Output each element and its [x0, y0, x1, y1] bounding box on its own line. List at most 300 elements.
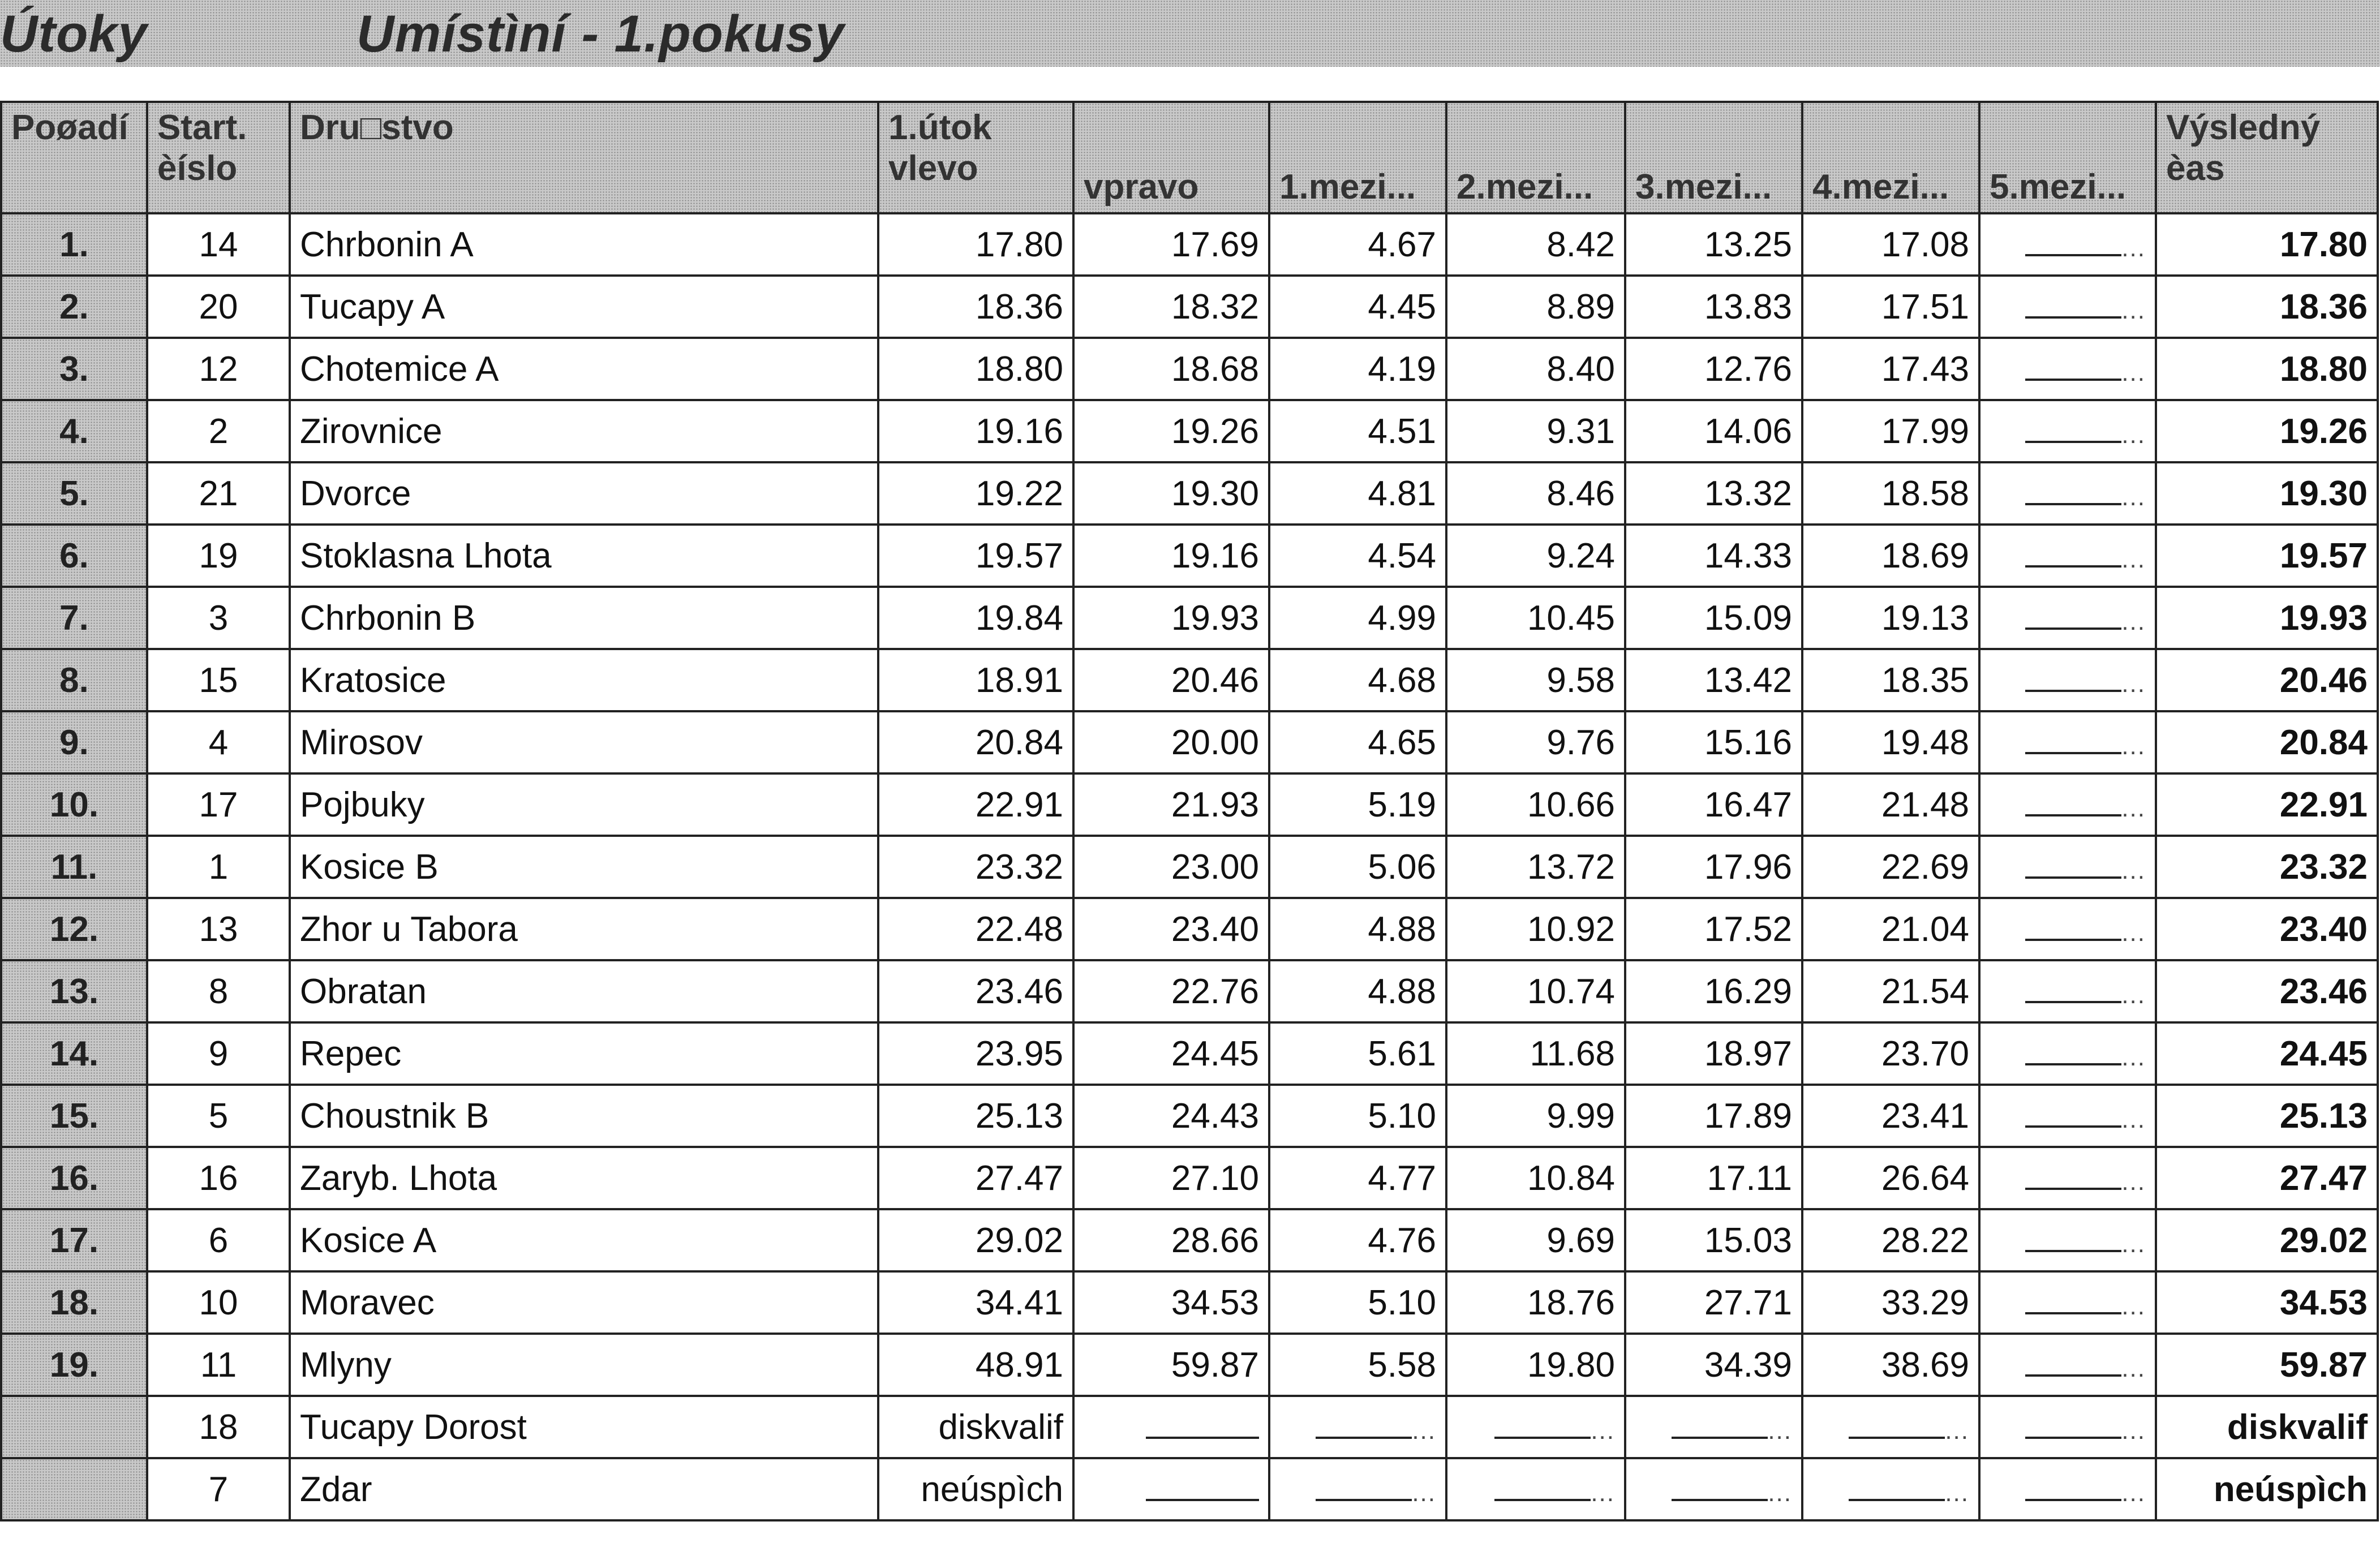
ellipsis: ...	[2121, 794, 2146, 822]
rank-cell: 16.	[1, 1147, 147, 1209]
split-2-cell: 10.84	[1446, 1147, 1625, 1209]
team-cell: Zirovnice	[290, 400, 878, 462]
blank-line	[1672, 1476, 1768, 1501]
table-row	[1, 525, 2378, 587]
blank-line	[1849, 1476, 1945, 1501]
split-4-cell: 18.35	[1802, 649, 1979, 711]
team-cell: Chrbonin A	[290, 213, 878, 276]
blank-line	[1849, 1414, 1945, 1439]
start-number-cell: 14	[147, 213, 290, 276]
ellipsis: ...	[1591, 1416, 1615, 1445]
attempt-left-cell: neúspìch	[878, 1458, 1073, 1520]
split-5-cell	[1979, 1396, 2156, 1458]
split-3-cell: 15.03	[1625, 1209, 1802, 1271]
final-time-cell: 27.47	[2156, 1147, 2378, 1209]
split-3-cell: 14.06	[1625, 400, 1802, 462]
team-cell: Tucapy A	[290, 276, 878, 338]
rank-cell: 9.	[1, 711, 147, 773]
split-3-cell: 13.42	[1625, 649, 1802, 711]
final-time-cell: 23.40	[2156, 898, 2378, 960]
attempt-right-cell: 24.45	[1073, 1022, 1269, 1085]
rank-cell: 7.	[1, 587, 147, 649]
blank-line	[2025, 1414, 2121, 1439]
attempt-right-cell: 28.66	[1073, 1209, 1269, 1271]
blank-line	[2025, 418, 2121, 443]
start-number-cell: 17	[147, 773, 290, 836]
table-row	[1, 711, 2378, 773]
blank-line	[1494, 1476, 1591, 1501]
attempt-left-cell: 18.80	[878, 338, 1073, 400]
split-4-cell: 19.48	[1802, 711, 1979, 773]
attempt-right-cell: 27.10	[1073, 1147, 1269, 1209]
start-number-cell: 18	[147, 1396, 290, 1458]
split-2-cell: 9.31	[1446, 400, 1625, 462]
rank-cell: 17.	[1, 1209, 147, 1271]
final-time-cell: 24.45	[2156, 1022, 2378, 1085]
attempt-left-cell: 48.91	[878, 1334, 1073, 1396]
rank-cell	[1, 1396, 147, 1458]
split-5-cell	[1979, 1147, 2156, 1209]
section-title: Útoky	[0, 5, 148, 63]
split-2-cell: 8.40	[1446, 338, 1625, 400]
attempt-right-cell: 19.26	[1073, 400, 1269, 462]
split-4-cell: 33.29	[1802, 1271, 1979, 1334]
blank-line	[2025, 1476, 2121, 1501]
attempt-right-cell: 18.32	[1073, 276, 1269, 338]
split-5-cell	[1979, 649, 2156, 711]
split-1-cell: 5.06	[1269, 836, 1446, 898]
ellipsis: ...	[2121, 1416, 2146, 1445]
attempt-left-cell: 29.02	[878, 1209, 1073, 1271]
title-bar	[0, 0, 2380, 67]
split-1-cell: 4.68	[1269, 649, 1446, 711]
split-4-cell: 38.69	[1802, 1334, 1979, 1396]
start-number-cell: 15	[147, 649, 290, 711]
ellipsis: ...	[2121, 1043, 2146, 1071]
split-1-cell: 4.88	[1269, 898, 1446, 960]
table-row	[1, 1022, 2378, 1085]
split-2-cell: 19.80	[1446, 1334, 1625, 1396]
rank-cell: 11.	[1, 836, 147, 898]
ellipsis: ...	[2121, 1105, 2146, 1133]
team-cell: Dvorce	[290, 462, 878, 525]
ellipsis: ...	[2121, 981, 2146, 1009]
team-cell: Chrbonin B	[290, 587, 878, 649]
attempt-left-cell: 23.32	[878, 836, 1073, 898]
attempt-left-cell: 22.48	[878, 898, 1073, 960]
split-4-cell: 22.69	[1802, 836, 1979, 898]
blank-line	[2025, 480, 2121, 505]
blank-line	[2025, 1103, 2121, 1128]
ellipsis: ...	[1945, 1478, 1969, 1507]
team-cell: Kratosice	[290, 649, 878, 711]
split-1-cell: 4.88	[1269, 960, 1446, 1022]
split-3-cell	[1625, 1458, 1802, 1520]
blank-line	[2025, 667, 2121, 692]
team-cell: Mlyny	[290, 1334, 878, 1396]
table-row	[1, 1458, 2378, 1520]
header-final-time: Výsledný èas	[2156, 102, 2378, 213]
final-time-cell: 17.80	[2156, 213, 2378, 276]
split-2-cell: 10.45	[1446, 587, 1625, 649]
rank-cell: 19.	[1, 1334, 147, 1396]
start-number-cell: 20	[147, 276, 290, 338]
team-cell: Zaryb. Lhota	[290, 1147, 878, 1209]
final-time-cell: 19.26	[2156, 400, 2378, 462]
header-team: Dru□stvo	[290, 102, 878, 213]
table-row	[1, 462, 2378, 525]
split-3-cell: 34.39	[1625, 1334, 1802, 1396]
ellipsis: ...	[2121, 669, 2146, 698]
split-3-cell	[1625, 1396, 1802, 1458]
split-1-cell	[1269, 1458, 1446, 1520]
ellipsis: ...	[2121, 545, 2146, 573]
split-4-cell	[1802, 1458, 1979, 1520]
attempt-left-cell: 27.47	[878, 1147, 1073, 1209]
ellipsis: ...	[1768, 1478, 1792, 1507]
attempt-right-cell: 20.46	[1073, 649, 1269, 711]
split-5-cell	[1979, 338, 2156, 400]
results-table	[0, 101, 2379, 1521]
split-2-cell	[1446, 1458, 1625, 1520]
split-5-cell	[1979, 462, 2156, 525]
split-5-cell	[1979, 898, 2156, 960]
start-number-cell: 3	[147, 587, 290, 649]
attempt-right-cell: 18.68	[1073, 338, 1269, 400]
final-time-cell: 19.57	[2156, 525, 2378, 587]
rank-cell: 15.	[1, 1085, 147, 1147]
blank-line	[2025, 605, 2121, 630]
split-1-cell: 4.65	[1269, 711, 1446, 773]
attempt-left-cell: 22.91	[878, 773, 1073, 836]
final-time-cell: 29.02	[2156, 1209, 2378, 1271]
final-time-cell: 20.84	[2156, 711, 2378, 773]
team-cell: Kosice A	[290, 1209, 878, 1271]
split-2-cell: 13.72	[1446, 836, 1625, 898]
split-4-cell: 23.41	[1802, 1085, 1979, 1147]
split-2-cell	[1446, 1396, 1625, 1458]
start-number-cell: 9	[147, 1022, 290, 1085]
attempt-left-cell: diskvalif	[878, 1396, 1073, 1458]
team-cell: Pojbuky	[290, 773, 878, 836]
split-5-cell	[1979, 1209, 2156, 1271]
split-4-cell: 19.13	[1802, 587, 1979, 649]
split-1-cell	[1269, 1396, 1446, 1458]
rank-cell: 8.	[1, 649, 147, 711]
blank-line	[2025, 854, 2121, 879]
attempt-right-cell: 21.93	[1073, 773, 1269, 836]
rank-cell	[1, 1458, 147, 1520]
blank-line	[2025, 543, 2121, 568]
split-2-cell: 9.24	[1446, 525, 1625, 587]
split-5-cell	[1979, 1085, 2156, 1147]
final-time-cell: 34.53	[2156, 1271, 2378, 1334]
blank-line	[1146, 1414, 1259, 1439]
split-2-cell: 9.76	[1446, 711, 1625, 773]
attempt-right-cell: 17.69	[1073, 213, 1269, 276]
attempt-right-cell	[1073, 1458, 1269, 1520]
team-cell: Mirosov	[290, 711, 878, 773]
header-split-1: 1.mezi...	[1269, 102, 1446, 213]
rank-cell: 5.	[1, 462, 147, 525]
split-3-cell: 13.32	[1625, 462, 1802, 525]
split-4-cell: 28.22	[1802, 1209, 1979, 1271]
team-cell: Zhor u Tabora	[290, 898, 878, 960]
attempt-right-cell: 19.30	[1073, 462, 1269, 525]
split-2-cell: 9.69	[1446, 1209, 1625, 1271]
split-3-cell: 14.33	[1625, 525, 1802, 587]
blank-line	[2025, 1165, 2121, 1190]
attempt-left-cell: 19.22	[878, 462, 1073, 525]
final-time-cell: 18.80	[2156, 338, 2378, 400]
split-1-cell: 4.51	[1269, 400, 1446, 462]
ellipsis: ...	[2121, 1167, 2146, 1196]
split-4-cell: 17.08	[1802, 213, 1979, 276]
attempt-right-cell: 59.87	[1073, 1334, 1269, 1396]
attempt-left-cell: 18.91	[878, 649, 1073, 711]
split-2-cell: 8.46	[1446, 462, 1625, 525]
split-3-cell: 18.97	[1625, 1022, 1802, 1085]
final-time-cell: 23.46	[2156, 960, 2378, 1022]
split-3-cell: 17.52	[1625, 898, 1802, 960]
attempt-left-cell: 19.84	[878, 587, 1073, 649]
split-4-cell: 23.70	[1802, 1022, 1979, 1085]
attempt-left-cell: 34.41	[878, 1271, 1073, 1334]
final-time-cell: 19.93	[2156, 587, 2378, 649]
attempt-right-cell: 23.00	[1073, 836, 1269, 898]
table-row	[1, 1334, 2378, 1396]
attempt-right-cell: 24.43	[1073, 1085, 1269, 1147]
final-time-cell: neúspìch	[2156, 1458, 2378, 1520]
split-4-cell: 17.43	[1802, 338, 1979, 400]
attempt-right-cell: 22.76	[1073, 960, 1269, 1022]
attempt-right-cell: 34.53	[1073, 1271, 1269, 1334]
start-number-cell: 1	[147, 836, 290, 898]
split-5-cell	[1979, 587, 2156, 649]
start-number-cell: 6	[147, 1209, 290, 1271]
split-3-cell: 17.89	[1625, 1085, 1802, 1147]
split-3-cell: 15.09	[1625, 587, 1802, 649]
rank-cell: 10.	[1, 773, 147, 836]
header-split-2: 2.mezi...	[1446, 102, 1625, 213]
attempt-right-cell	[1073, 1396, 1269, 1458]
rank-cell: 6.	[1, 525, 147, 587]
attempt-right-cell: 20.00	[1073, 711, 1269, 773]
split-3-cell: 13.25	[1625, 213, 1802, 276]
final-time-cell: 18.36	[2156, 276, 2378, 338]
final-time-cell: 23.32	[2156, 836, 2378, 898]
blank-line	[2025, 916, 2121, 941]
team-cell: Tucapy Dorost	[290, 1396, 878, 1458]
split-3-cell: 16.47	[1625, 773, 1802, 836]
ellipsis: ...	[2121, 483, 2146, 511]
rank-cell: 14.	[1, 1022, 147, 1085]
blank-line	[1146, 1476, 1259, 1501]
split-4-cell: 21.48	[1802, 773, 1979, 836]
split-2-cell: 9.58	[1446, 649, 1625, 711]
split-5-cell	[1979, 525, 2156, 587]
split-1-cell: 4.54	[1269, 525, 1446, 587]
header-split-3: 3.mezi...	[1625, 102, 1802, 213]
split-4-cell: 17.99	[1802, 400, 1979, 462]
attempt-right-cell: 23.40	[1073, 898, 1269, 960]
attempt-left-cell: 17.80	[878, 213, 1073, 276]
ellipsis: ...	[1412, 1478, 1436, 1507]
split-1-cell: 4.99	[1269, 587, 1446, 649]
split-3-cell: 17.96	[1625, 836, 1802, 898]
blank-line	[2025, 729, 2121, 754]
ellipsis: ...	[2121, 1354, 2146, 1382]
split-2-cell: 18.76	[1446, 1271, 1625, 1334]
start-number-cell: 12	[147, 338, 290, 400]
final-time-cell: 25.13	[2156, 1085, 2378, 1147]
table-row	[1, 276, 2378, 338]
start-number-cell: 21	[147, 462, 290, 525]
table-row	[1, 1209, 2378, 1271]
ellipsis: ...	[2121, 296, 2146, 324]
final-time-cell: 20.46	[2156, 649, 2378, 711]
split-1-cell: 4.45	[1269, 276, 1446, 338]
team-cell: Stoklasna Lhota	[290, 525, 878, 587]
ellipsis: ...	[2121, 732, 2146, 760]
split-4-cell: 18.69	[1802, 525, 1979, 587]
start-number-cell: 10	[147, 1271, 290, 1334]
ellipsis: ...	[1591, 1478, 1615, 1507]
team-cell: Repec	[290, 1022, 878, 1085]
attempt-left-cell: 25.13	[878, 1085, 1073, 1147]
table-row	[1, 338, 2378, 400]
split-5-cell	[1979, 836, 2156, 898]
split-4-cell: 21.04	[1802, 898, 1979, 960]
ellipsis: ...	[1768, 1416, 1792, 1445]
ellipsis: ...	[1412, 1416, 1436, 1445]
header-split-5: 5.mezi...	[1979, 102, 2156, 213]
table-row	[1, 400, 2378, 462]
start-number-cell: 11	[147, 1334, 290, 1396]
split-2-cell: 10.74	[1446, 960, 1625, 1022]
split-3-cell: 13.83	[1625, 276, 1802, 338]
team-cell: Moravec	[290, 1271, 878, 1334]
blank-line	[1316, 1476, 1412, 1501]
split-5-cell	[1979, 960, 2156, 1022]
split-1-cell: 4.81	[1269, 462, 1446, 525]
rank-cell: 18.	[1, 1271, 147, 1334]
split-2-cell: 9.99	[1446, 1085, 1625, 1147]
table-row	[1, 1271, 2378, 1334]
split-3-cell: 17.11	[1625, 1147, 1802, 1209]
split-3-cell: 15.16	[1625, 711, 1802, 773]
rank-cell: 13.	[1, 960, 147, 1022]
final-time-cell: diskvalif	[2156, 1396, 2378, 1458]
table-row	[1, 836, 2378, 898]
split-4-cell: 21.54	[1802, 960, 1979, 1022]
table-row	[1, 1147, 2378, 1209]
attempt-left-cell: 23.95	[878, 1022, 1073, 1085]
table-row	[1, 649, 2378, 711]
blank-line	[2025, 231, 2121, 256]
table-row	[1, 213, 2378, 276]
split-1-cell: 5.10	[1269, 1085, 1446, 1147]
ellipsis: ...	[1945, 1416, 1969, 1445]
split-5-cell	[1979, 213, 2156, 276]
attempt-right-cell: 19.16	[1073, 525, 1269, 587]
attempt-left-cell: 19.57	[878, 525, 1073, 587]
attempt-left-cell: 19.16	[878, 400, 1073, 462]
start-number-cell: 7	[147, 1458, 290, 1520]
header-split-4: 4.mezi...	[1802, 102, 1979, 213]
start-number-cell: 19	[147, 525, 290, 587]
start-number-cell: 13	[147, 898, 290, 960]
table-row	[1, 773, 2378, 836]
blank-line	[2025, 1290, 2121, 1314]
ellipsis: ...	[2121, 856, 2146, 884]
rank-cell: 1.	[1, 213, 147, 276]
final-time-cell: 22.91	[2156, 773, 2378, 836]
split-3-cell: 27.71	[1625, 1271, 1802, 1334]
split-4-cell: 26.64	[1802, 1147, 1979, 1209]
split-3-cell: 12.76	[1625, 338, 1802, 400]
split-5-cell	[1979, 276, 2156, 338]
split-5-cell	[1979, 1022, 2156, 1085]
final-time-cell: 59.87	[2156, 1334, 2378, 1396]
split-5-cell	[1979, 711, 2156, 773]
ellipsis: ...	[2121, 358, 2146, 386]
split-1-cell: 5.19	[1269, 773, 1446, 836]
blank-line	[1494, 1414, 1591, 1439]
split-5-cell	[1979, 1334, 2156, 1396]
attempt-left-cell: 18.36	[878, 276, 1073, 338]
rank-cell: 2.	[1, 276, 147, 338]
team-cell: Zdar	[290, 1458, 878, 1520]
split-1-cell: 4.67	[1269, 213, 1446, 276]
blank-line	[1316, 1414, 1412, 1439]
start-number-cell: 16	[147, 1147, 290, 1209]
blank-line	[2025, 1352, 2121, 1377]
team-cell: Chotemice A	[290, 338, 878, 400]
split-4-cell: 18.58	[1802, 462, 1979, 525]
blank-line	[2025, 294, 2121, 319]
page-title: Umístìní - 1.pokusy	[356, 5, 845, 63]
blank-line	[2025, 1041, 2121, 1065]
attempt-left-cell: 23.46	[878, 960, 1073, 1022]
split-1-cell: 5.61	[1269, 1022, 1446, 1085]
split-1-cell: 4.76	[1269, 1209, 1446, 1271]
team-cell: Choustnik B	[290, 1085, 878, 1147]
blank-line	[2025, 978, 2121, 1003]
header-attempt-right: vpravo	[1073, 102, 1269, 213]
start-number-cell: 5	[147, 1085, 290, 1147]
blank-line	[2025, 1227, 2121, 1252]
table-row	[1, 587, 2378, 649]
split-2-cell: 8.89	[1446, 276, 1625, 338]
split-5-cell	[1979, 773, 2156, 836]
table-row	[1, 898, 2378, 960]
split-1-cell: 5.10	[1269, 1271, 1446, 1334]
table-header-row	[1, 102, 2378, 213]
split-3-cell: 16.29	[1625, 960, 1802, 1022]
blank-line	[2025, 792, 2121, 816]
ellipsis: ...	[2121, 1292, 2146, 1320]
split-5-cell	[1979, 1271, 2156, 1334]
split-4-cell	[1802, 1396, 1979, 1458]
ellipsis: ...	[2121, 234, 2146, 262]
ellipsis: ...	[2121, 607, 2146, 635]
attempt-left-cell: 20.84	[878, 711, 1073, 773]
start-number-cell: 2	[147, 400, 290, 462]
ellipsis: ...	[2121, 1230, 2146, 1258]
ellipsis: ...	[2121, 918, 2146, 947]
header-attempt-left: 1.útok vlevo	[878, 102, 1073, 213]
